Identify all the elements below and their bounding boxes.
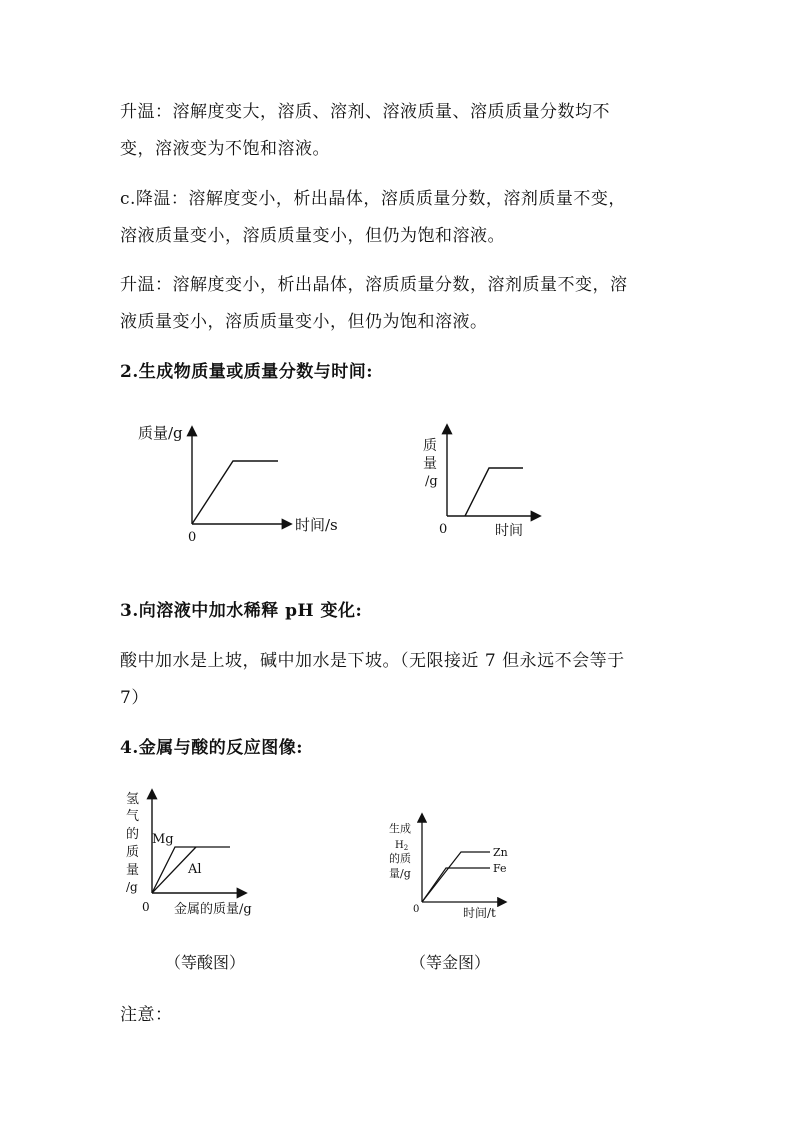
y-axis-label-2: 量 (423, 456, 437, 472)
caption-equal-acid: （等酸图） (165, 953, 246, 972)
y-axis-label-6: /g (126, 880, 138, 894)
curve (192, 461, 278, 524)
series-label-mg: Mg (152, 832, 174, 847)
graph-product-mass-vs-time-1 (130, 420, 360, 550)
y-axis-label-3: /g (425, 474, 438, 489)
graph-equal-metal (385, 810, 525, 925)
x-axis-label: 金属的质量/g (174, 902, 252, 917)
graph-equal-acid (120, 785, 280, 925)
y-axis-label-2 (395, 840, 408, 852)
y-axis-label-2-sub: 2 (403, 844, 409, 852)
origin-label: 0 (188, 530, 197, 545)
curve-zn (422, 852, 490, 902)
x-axis-label: 时间/s (295, 516, 338, 534)
paragraph-line: 溶液质量变小，溶质质量变小，但仍为饱和溶液。 (120, 226, 505, 246)
y-axis-label-1: 质 (423, 438, 437, 454)
section-heading: 3.向溶液中加水稀释 pH 变化: (120, 601, 363, 621)
y-axis-label-4: 质 (126, 845, 140, 860)
series-label-zn: Zn (493, 846, 508, 859)
y-axis-label-3: 的 (126, 827, 140, 842)
series-label-al: Al (188, 862, 202, 877)
y-axis-label-1: 氢 (126, 792, 140, 807)
x-axis-label: 时间/t (463, 906, 496, 920)
origin-label: 0 (413, 904, 420, 915)
origin-label: 0 (142, 900, 150, 914)
paragraph-line: 升温：溶解度变大，溶质、溶剂、溶液质量、溶质质量分数均不 (120, 102, 610, 122)
section-heading: 2.生成物质量或质量分数与时间: (120, 362, 374, 382)
y-axis-label-4: 量/g (389, 867, 411, 880)
paragraph-line: 7） (120, 688, 149, 708)
caption-equal-metal: （等金图） (410, 953, 491, 972)
paragraph-line: 变，溶液变为不饱和溶液。 (120, 139, 330, 159)
paragraph-line: 酸中加水是上坡，碱中加水是下坡。（无限接近 7 但永远不会等于 (120, 651, 625, 671)
curve-fe (422, 868, 490, 902)
y-axis-label-2: 气 (126, 809, 140, 824)
note-label: 注意： (120, 1005, 173, 1025)
paragraph-line: 升温：溶解度变小，析出晶体，溶质质量分数，溶剂质量不变，溶 (120, 275, 628, 295)
series-label-fe: Fe (493, 862, 507, 875)
paragraph-line: c.降温：溶解度变小，析出晶体，溶质质量分数，溶剂质量不变， (120, 189, 626, 209)
origin-label: 0 (439, 522, 448, 537)
paragraph-line: 液质量变小，溶质质量变小，但仍为饱和溶液。 (120, 312, 488, 332)
y-axis-label: 质量/g (138, 424, 183, 442)
y-axis-label-2-main: H (395, 840, 404, 851)
y-axis-label-5: 量 (126, 863, 140, 878)
y-axis-label-1: 生成 (389, 822, 411, 835)
x-axis-label: 时间 (495, 523, 523, 539)
curve (465, 468, 523, 516)
graph-product-mass-vs-time-2 (415, 420, 565, 550)
y-axis-label-3: 的质 (389, 852, 411, 865)
section-heading: 4.金属与酸的反应图像: (120, 738, 304, 758)
